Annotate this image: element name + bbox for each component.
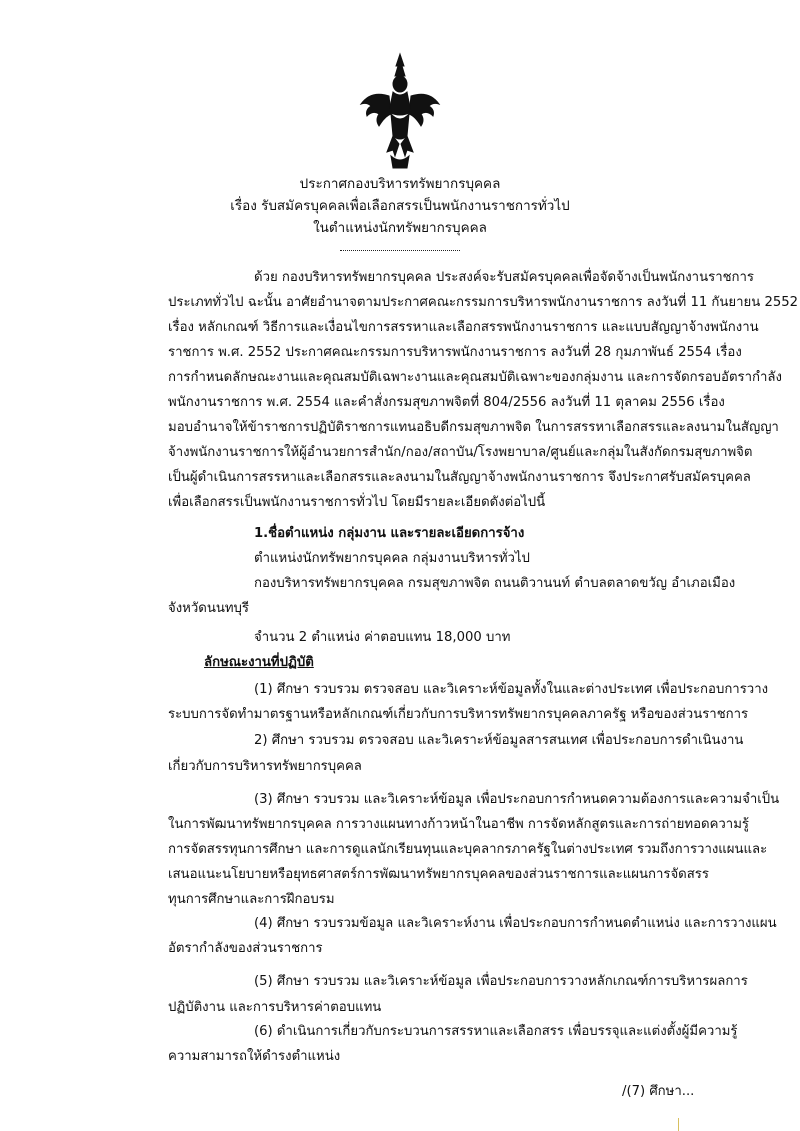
intro-line: ราชการ พ.ศ. 2552 ประกาศคณะกรรมการบริหารพนักงานราชการ ลงวันที่ 28 กุมภาพันธ์ 2554 เรื่อง — [168, 345, 742, 360]
duty-line: (1) ศึกษา รวบรวม ตรวจสอบ และวิเคราะห์ข้อมูลทั้งในและต่างประเทศ เพื่อประกอบการวาง — [254, 682, 769, 697]
intro-line: พนักงานราชการ พ.ศ. 2554 และคำสั่งกรมสุขภาพจิตที่ 804/2556 ลงวันที่ 11 ตุลาคม 2556 เรื่อง — [168, 395, 725, 410]
location-detail-province: จังหวัดนนทบุรี — [168, 601, 250, 616]
intro-line: ด้วย กองบริหารทรัพยากรบุคคล ประสงค์จะรับสมัครบุคคลเพื่อจัดจ้างเป็นพนักงานราชการ — [254, 270, 755, 285]
duty-line: (5) ศึกษา รวบรวม และวิเคราะห์ข้อมูล เพื่อประกอบการวางหลักเกณฑ์การบริหารผลการ — [254, 974, 748, 989]
duty-line: ทุนการศึกษาและการฝึกอบรม — [168, 892, 335, 907]
location-detail: กองบริหารทรัพยากรบุคคล กรมสุขภาพจิต ถนนติวานนท์ ตำบลตลาดขวัญ อำเภอเมือง — [254, 576, 736, 591]
page-edge-mark — [678, 1118, 679, 1131]
duty-line: เสนอแนะนโยบายหรือยุทธศาสตร์การพัฒนาทรัพยากรบุคคลของส่วนราชการและแผนการจัดสรร — [168, 867, 709, 882]
divider-dots — [340, 250, 460, 251]
intro-line: การกำหนดลักษณะงานและคุณสมบัติเฉพาะงานและคุณสมบัติเฉพาะของกลุ่มงาน และการจัดกรอบอัตรากำลัง — [168, 370, 782, 385]
count-salary: จำนวน 2 ตำแหน่ง ค่าตอบแทน 18,000 บาท — [254, 630, 511, 645]
continuation-note: /(7) ศึกษา... — [622, 1084, 695, 1099]
subject-line: เรื่อง รับสมัครบุคคลเพื่อเลือกสรรเป็นพนักงานราชการทั่วไป — [230, 198, 570, 214]
duties-heading: ลักษณะงานที่ปฏิบัติ — [204, 655, 314, 670]
duty-line: ปฏิบัติงาน และการบริหารค่าตอบแทน — [168, 1000, 382, 1015]
intro-line: เพื่อเลือกสรรเป็นพนักงานราชการทั่วไป โดยมีรายละเอียดดังต่อไปนี้ — [168, 495, 546, 510]
position-title: ในตำแหน่งนักทรัพยากรบุคคล — [313, 220, 487, 236]
duty-line: 2) ศึกษา รวบรวม ตรวจสอบ และวิเคราะห์ข้อมูลสารสนเทศ เพื่อประกอบการดำเนินงาน — [254, 733, 744, 748]
duty-line: อัตรากำลังของส่วนราชการ — [168, 941, 323, 956]
intro-line: เรื่อง หลักเกณฑ์ วิธีการและเงื่อนไขการสรรหาและเลือกสรรพนักงานราชการ และแบบสัญญาจ้างพนักงาน — [168, 320, 759, 335]
garuda-emblem-icon — [357, 52, 443, 170]
intro-line: เป็นผู้ดำเนินการสรรหาและเลือกสรรและลงนามในสัญญาจ้างพนักงานราชการ จึงประกาศรับสมัครบุคคล — [168, 470, 751, 485]
duty-line: การจัดสรรทุนการศึกษา และการดูแลนักเรียนทุนและบุคลากรภาครัฐในต่างประเทศ รวมถึงการวางแผนและ — [168, 842, 768, 857]
duty-line: ในการพัฒนาทรัพยากรบุคคล การวางแผนทางก้าวหน้าในอาชีพ การจัดหลักสูตรและการถ่ายทอดความรู้ — [168, 817, 749, 832]
intro-line: จ้างพนักงานราชการให้ผู้อำนวยการสำนัก/กอง/สถาบัน/โรงพยาบาล/ศูนย์และกลุ่มในสังกัดกรมสุขภาพจิต — [168, 445, 753, 460]
duty-line: (4) ศึกษา รวบรวมข้อมูล และวิเคราะห์งาน เพื่อประกอบการกำหนดตำแหน่ง และการวางแผน — [254, 916, 777, 931]
intro-line: มอบอำนาจให้ข้าราชการปฏิบัติราชการแทนอธิบดีกรมสุขภาพจิต ในการสรรหาเลือกสรรและลงนามในสัญญา — [168, 420, 779, 435]
section-heading: 1.ชื่อตำแหน่ง กลุ่มงาน และรายละเอียดการจ้าง — [254, 526, 525, 541]
duty-line: (6) ดำเนินการเกี่ยวกับกระบวนการสรรหาและเลือกสรร เพื่อบรรจุและแต่งตั้งผู้มีความรู้ — [254, 1024, 738, 1039]
intro-line: ประเภททั่วไป ฉะนั้น อาศัยอำนาจตามประกาศคณะกรรมการบริหารพนักงานราชการ ลงวันที่ 11 กันยายน 2552 — [168, 295, 799, 310]
duty-line: ความสามารถให้ดำรงตำแหน่ง — [168, 1049, 341, 1064]
position-detail: ตำแหน่งนักทรัพยากรบุคคล กลุ่มงานบริหารทั่วไป — [254, 551, 530, 566]
duty-line: เกี่ยวกับการบริหารทรัพยากรบุคคล — [168, 759, 362, 774]
org-announcement-title: ประกาศกองบริหารทรัพยากรบุคคล — [299, 176, 501, 192]
duty-line: (3) ศึกษา รวบรวม และวิเคราะห์ข้อมูล เพื่อประกอบการกำหนดความต้องการและความจำเป็น — [254, 792, 780, 807]
duty-line: ระบบการจัดทำมาตรฐานหรือหลักเกณฑ์เกี่ยวกับการบริหารทรัพยากรบุคคลภาครัฐ หรือของส่วนราชการ — [168, 707, 749, 722]
